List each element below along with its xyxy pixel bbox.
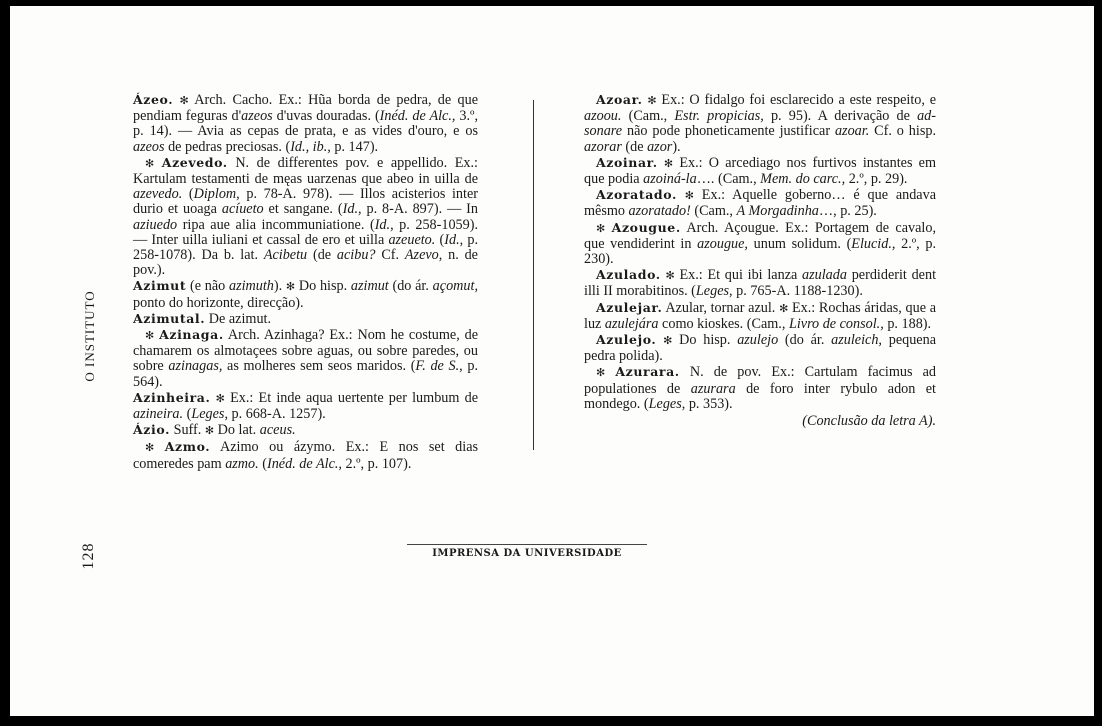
entry-azoinar: Azoinar. ✻ Ex.: O arcediago nos furtivos instantes em que podia azoiná-la…. (Cam., Mem. do carc., 2.º, p. 29).: [584, 154, 937, 188]
left-column: [133, 92, 478, 472]
entry-azeo: Ázeo. ✻ Arch. Cacho. Ex.: Hũa borda de pedra, de que pendiam feguras d'azeos d'uvas douradas. (Inéd. de Alc., 3.º, p. 14). — Avia as cepas de prata, e as vides d'ouro, e os azeos de pedras preciosas. (Id., ib., p. 147).: [133, 92, 478, 155]
document-page: [10, 6, 1094, 716]
entry-azinaga: ✻ Azinaga. Arch. Azinhaga? Ex.: Nom he costume, de chamarem os almotaçees sobre aguas, ou sobre paredes, ou sobre azinagas, as molheres sem seos maridos. (F. de S., p. 564).: [133, 327, 479, 390]
entry-azmo: ✻ Azmo. Azimo ou ázymo. Ex.: E nos set dias comeredes pam azmo. (Inéd. de Alc., 2.º, p. 107).: [133, 439, 479, 472]
entry-azulado: Azulado. ✻ Ex.: Et qui ibi lanza azulada perdiderit dent illi II morabitinos. (Leges, p. 765-A. 1188-1230).: [584, 267, 937, 300]
conclusion-note: (Conclusão da letra A).: [802, 413, 936, 430]
entry-azimutal: Azimutal. De azimut.: [133, 310, 272, 327]
footer-imprint: IMPRENSA DA UNIVERSIDADE: [432, 548, 622, 559]
entry-azinheira: Azinheira. ✻ Ex.: Et inde aqua uertente per lumbum de azineira. (Leges, p. 668-A. 1257).: [133, 389, 478, 423]
entry-azoar: Azoar. ✻ Ex.: O fidalgo foi esclarecido a este respeito, e azoou. (Cam., Estr. propicias, p. 95). A derivação de ad-sonare não pode phoneticamente justificar azoar. Cf. o hisp. azorar (de azor).: [584, 92, 936, 155]
right-column: [584, 92, 936, 443]
running-title: O INSTITUTO: [82, 290, 97, 382]
footer-rule: [407, 544, 647, 545]
column-divider: [533, 100, 534, 450]
entry-azurara: ✻ Azurara. N. de pov. Ex.: Cartulam facimus ad populationes de azurara de foro inter rybulo adon et mondego. (Leges, p. 353).: [584, 364, 937, 412]
entry-azoratado: Azoratado. ✻ Ex.: Aquelle goberno… é que andava mêsmo azoratado! (Cam., A Morgadinha…, p. 25).: [584, 187, 936, 220]
page-number: 128: [80, 542, 97, 570]
entry-azevedo: ✻ Azevedo. N. de differentes pov. e appellido. Ex.: Kartulam testamenti de męas uarzenas que abeo in uilla de azevedo. (Diplom, p. 78-A. 978). — Illos acisterios inter durio et uoaga acíueto et sangane. (Id., p. 8-A. 897). — In aziuedo ripa aue alia incommuniatione. (Id., p. 258-1059). — Inter uilla iuliani et cassal de ero et uilla azeueto. (Id., p. 258-1078). Da b. lat. Acibetu (de acibu? Cf. Azevo, n. de pov.).: [133, 154, 479, 279]
entry-azougue: ✻ Azougue. Arch. Açougue. Ex.: Portagem de cavalo, que vendiderint in azougue, unum solidum. (Elucid., 2.º, p. 230).: [584, 219, 936, 268]
entry-azulejo: Azulejo. ✻ Do hisp. azulejo (do ár. azuleich, pequena pedra polida).: [584, 332, 936, 365]
entry-azulejar: Azulejar. Azular, tornar azul. ✻ Ex.: Rochas áridas, que a luz azulejára como kioskes. (Cam., Livro de consol., p. 188).: [584, 299, 936, 332]
entry-azio: Ázio. Suff. ✻ Do lat. aceus.: [133, 422, 296, 439]
entry-azimut: Azimut (e não azimuth). ✻ Do hisp. azimut (do ár. açomut, ponto do horizonte, direcção).: [133, 278, 478, 311]
